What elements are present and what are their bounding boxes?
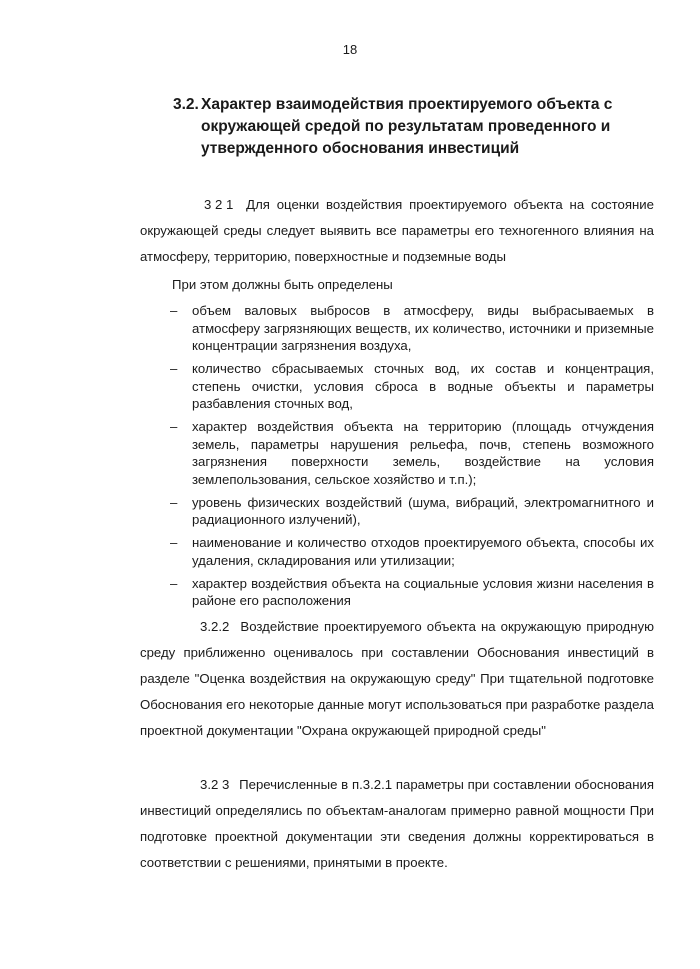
list-item: – характер воздействия объекта на социальные условия жизни населения в районе его расположения	[170, 575, 654, 608]
paragraph-text: Перечисленные в п.3.2.1 параметры при составлении обоснования инвестиций определялись по объектам-аналогам примерно равной мощности При подготовке проектной документации эти сведения должны корректироваться в соответствии с решениями, принятыми в проекте.	[140, 777, 655, 870]
list-item: – количество сбрасываемых сточных вод, их состав и концентрация, степень очистки, условия сброса в водные объекты и параметры разбавления сточных вод,	[170, 361, 654, 411]
list-dash: –	[170, 575, 178, 591]
paragraph-3-2-1	[140, 192, 654, 270]
paragraph-number: 3.2.2	[200, 619, 230, 634]
paragraph-3-2-3	[140, 772, 654, 876]
paragraph-number: 3 2 1	[204, 197, 234, 212]
section-heading	[173, 94, 633, 160]
list-dash: –	[170, 494, 178, 510]
list-dash: –	[170, 361, 178, 376]
list-item: – уровень физических воздействий (шума, вибраций, электромагнитного и радиационного излучений),	[170, 494, 654, 527]
page-number: 18	[342, 42, 358, 57]
list-dash: –	[170, 303, 178, 318]
paragraph-text: Воздействие проектируемого объекта на окружающую природную среду приближенно оценивалось при составлении Обоснования инвестиций в разделе "Оценка воздействия на окружающую среду" При тщательной подготовке Обоснования его некоторые данные могут использоваться при разработке раздела проектной документации "Охрана окружающей природной среды"	[140, 619, 654, 738]
paragraph-3-2-2	[140, 614, 654, 744]
paragraph-text: Для оценки воздействия проектируемого объекта на состояние окружающей среды следует выявить все параметры его техногенного влияния на атмосферу, территорию, поверхностные и подземные воды	[140, 197, 654, 264]
list-dash: –	[170, 535, 178, 550]
paragraph-number: 3.2 3	[200, 777, 230, 792]
parameter-list	[170, 302, 654, 615]
section-number: 3.2.	[173, 96, 199, 113]
list-intro: При этом должны быть определены	[172, 277, 393, 292]
list-dash: –	[170, 419, 178, 434]
section-title: Характер взаимодействия проектируемого объекта с окружающей средой по результатам проведенного и утвержденного обоснования инвестиций	[201, 96, 613, 157]
list-item: – объем валовых выбросов в атмосферу, виды выбрасываемых в атмосферу загрязняющих веществ, их количество, источники и приземные концентрации загрязнения воздуха,	[170, 303, 654, 353]
list-item: – наименование и количество отходов проектируемого объекта, способы их удаления, складирования или утилизации;	[170, 535, 654, 568]
list-item: – характер воздействия объекта на территорию (площадь отчуждения земель, параметры нарушения рельефа, почв, степень возможного загрязнения поверхности земель, воздействие на условия землепользования, сельское хозяйство и т.п.);	[170, 419, 654, 487]
